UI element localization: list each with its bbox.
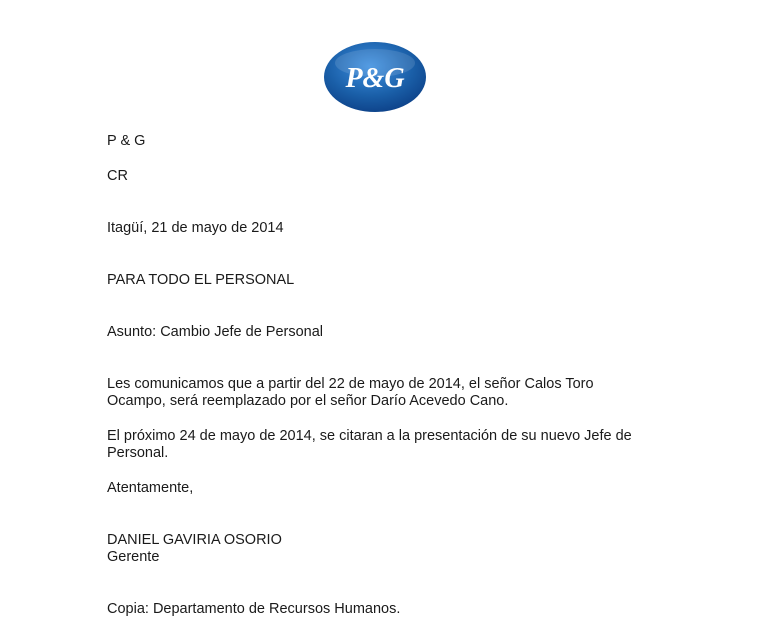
recipient: PARA TODO EL PERSONAL (107, 272, 295, 288)
place-date: Itagüí, 21 de mayo de 2014 (107, 220, 284, 236)
pg-logo-text: P&G (345, 63, 405, 94)
body-paragraph-2-line-2: Personal. (107, 445, 169, 461)
company-name: P & G (107, 133, 146, 149)
body-paragraph-1-line-1: Les comunicamos que a partir del 22 de mayo de 2014, el señor Calos Toro (107, 376, 594, 392)
closing: Atentamente, (107, 480, 194, 496)
signer-title: Gerente (107, 549, 160, 565)
company-code: CR (107, 168, 128, 184)
body-paragraph-2 (107, 428, 707, 462)
copy-line: Copia: Departamento de Recursos Humanos. (107, 601, 401, 617)
body-paragraph-2-line-1: El próximo 24 de mayo de 2014, se citaran a la presentación de su nuevo Jefe de (107, 428, 632, 444)
body-paragraph-1 (107, 376, 707, 410)
signer-name: DANIEL GAVIRIA OSORIO (107, 532, 282, 548)
body-paragraph-1-line-2: Ocampo, será reemplazado por el señor Darío Acevedo Cano. (107, 393, 509, 409)
pg-logo (323, 41, 427, 113)
subject: Asunto: Cambio Jefe de Personal (107, 324, 324, 340)
